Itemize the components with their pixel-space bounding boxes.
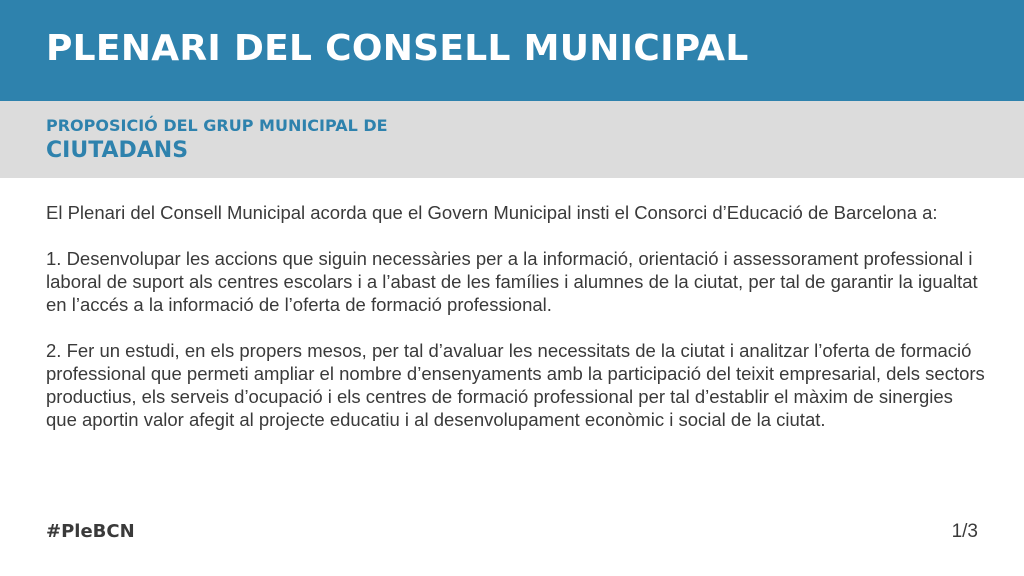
header-bar (0, 0, 1024, 101)
proposal-point-1: 1. Desenvolupar les accions que siguin necessàries per a la informació, orientació i assessorament professional i laboral de suport als centres escolars i a l’abast de les famílies i alumnes de la ciutat, per tal de garantir la igualtat en l’accés a la informació de l’oferta de formació professional. (46, 248, 978, 315)
proposal-label: PROPOSICIÓ DEL GRUP MUNICIPAL DE (46, 116, 388, 135)
proposal-intro: El Plenari del Consell Municipal acorda que el Govern Municipal insti el Consorci d’Educació de Barcelona a: (46, 202, 938, 223)
proposal-point-2: 2. Fer un estudi, en els propers mesos, per tal d’avaluar les necessitats de la ciutat i analitzar l’oferta de formació professional que permeti ampliar el nombre d’ensenyaments amb la participació del teixit empresarial, dels sectors productius, els serveis d’ocupació i els centres de formació professional per tal d’establir el màxim de sinergies que aportin valor afegit al projecte educatiu i al desenvolupament econòmic i social de la ciutat. (46, 340, 985, 430)
proposal-body (46, 201, 986, 454)
page-number: 1/3 (951, 521, 978, 542)
hashtag: #PleBCN (46, 521, 135, 542)
page-title: PLENARI DEL CONSELL MUNICIPAL (46, 28, 749, 69)
proposal-group-name: CIUTADANS (46, 138, 189, 163)
